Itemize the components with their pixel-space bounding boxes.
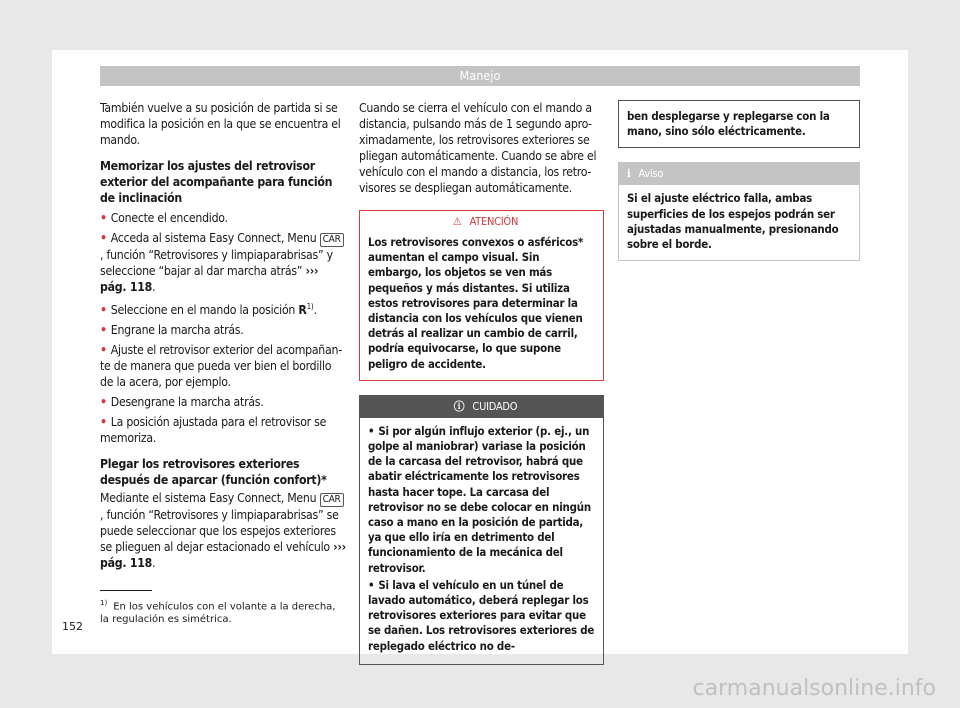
page-reference-link[interactable]: ››› pág. 118 [100,264,319,294]
notice-header: ℹ Aviso [619,163,859,185]
column-left [100,100,346,581]
bullet-icon: • [368,577,375,592]
page-reference-link[interactable]: ››› pág. 118 [100,540,346,571]
bullet-icon: • [368,423,375,438]
caution-continued-box [618,100,860,148]
bullet-icon: • [100,343,107,358]
bullet-icon: • [100,395,107,410]
list-item: • Si lava el vehículo en un túnel de lavado automático, deberá replegar los retrovisores exteriores para evitar que se dañen. Los retrovisores exteriores de replegado eléctrico no de- [368,577,595,653]
watermark: carmanualsonline.info [692,676,936,701]
notice-text: Si el ajuste eléctrico falla, ambas superficies de los espejos podrán ser ajustadas manualmente, presionando sobre el borde. [627,191,839,252]
list-item: • Desengrane la marcha atrás. [100,395,264,410]
column-middle [359,100,604,679]
list-item: • Engrane la marcha atrás. [100,323,244,338]
caution-header: ⓘ CUIDADO [360,396,603,418]
warning-triangle-icon: ⚠ [452,215,462,228]
caution-box [359,395,604,665]
list-item: • Si por algún influjo exterior (p. ej., un golpe al maniobrar) variase la posición de la carcasa del retrovisor, habrá que abatir eléctricamente los retrovisores hasta hacer tope. La carcasa del retrovisor no se debe colocar en ningún caso a mano en la posición de partida, ya que ello iría en detrimento del funcionamiento de la mecánica del retrovisor. [368,423,591,575]
section-heading: Memorizar los ajustes del retrovisor exterior del acompañante para función de inclinación [100,159,333,205]
section-heading: Plegar los retrovisores exteriores después de aparcar (función confort)* [100,457,327,488]
info-icon: ℹ [627,167,631,181]
notice-box [618,162,860,261]
page-number: 152 [62,620,83,633]
list-item: • Acceda al sistema Easy Connect, Menu CAR, función “Retrovisores y limpiaparabrisas” y seleccione “bajar al dar marcha atrás” ››› pág. 118. [100,230,346,295]
warning-box [359,210,604,381]
list-item: • Conecte el encendido. [100,211,228,225]
paragraph: Cuando se cierra el vehículo con el mando a distancia, pulsando más de 1 segundo aproximadamente, los retrovisores exteriores se pliegan automáticamente. Cuando se abre el vehículo con el mando a distancia, los retrovisores se despliegan automáticamente. [359,101,597,195]
bullet-icon: • [100,303,107,318]
list-item: • Seleccione en el mando la posición $R^{1)}$. [100,302,317,318]
caution-continued-text: ben desplegarse y replegarse con la mano, sino sólo eléctricamente. [627,109,830,139]
column-right [618,100,860,275]
warning-text: Los retrovisores convexos o asféricos* aumentan el campo visual. Sin embargo, los objetos se ven más pequeños y más distantes. Si utiliza estos retrovisores para determinar la distancia con los vehículos que vienen detrás al realizar un cambio de carril, podría equivocarse, lo que supone peligro de accidente. [368,235,584,371]
bullet-icon: • [100,231,107,245]
list-item: • Ajuste el retrovisor exterior del acompañante de manera que pueda ver bien el bordillo de la acera, por ejemplo. [100,343,343,390]
paragraph: También vuelve a su posición de partida si se modifica la posición en la que se encuentra el mando. [100,101,341,147]
page-header: Manejo [100,66,860,86]
footnote-divider [100,590,152,591]
bullet-icon: • [100,211,107,225]
paragraph: Mediante el sistema Easy Connect, Menu CAR, función “Retrovisores y limpiaparabrisas” se puede seleccionar que los espejos exteriores se plieguen al dejar estacionado el vehículo ››› pág. 118. [100,491,346,571]
car-key-icon: CAR [320,233,344,247]
caution-info-icon: ⓘ [453,399,465,413]
footnote: $^{1)}$ En los vehículos con el volante a la derecha, la regulación es simétrica. [100,599,336,626]
list-item: • La posición ajustada para el retrovisor se memoriza. [100,415,327,446]
warning-header: ⚠ ATENCIÓN [360,211,603,233]
bullet-icon: • [100,415,107,430]
car-key-icon: CAR [320,493,344,507]
bullet-icon: • [100,323,107,338]
